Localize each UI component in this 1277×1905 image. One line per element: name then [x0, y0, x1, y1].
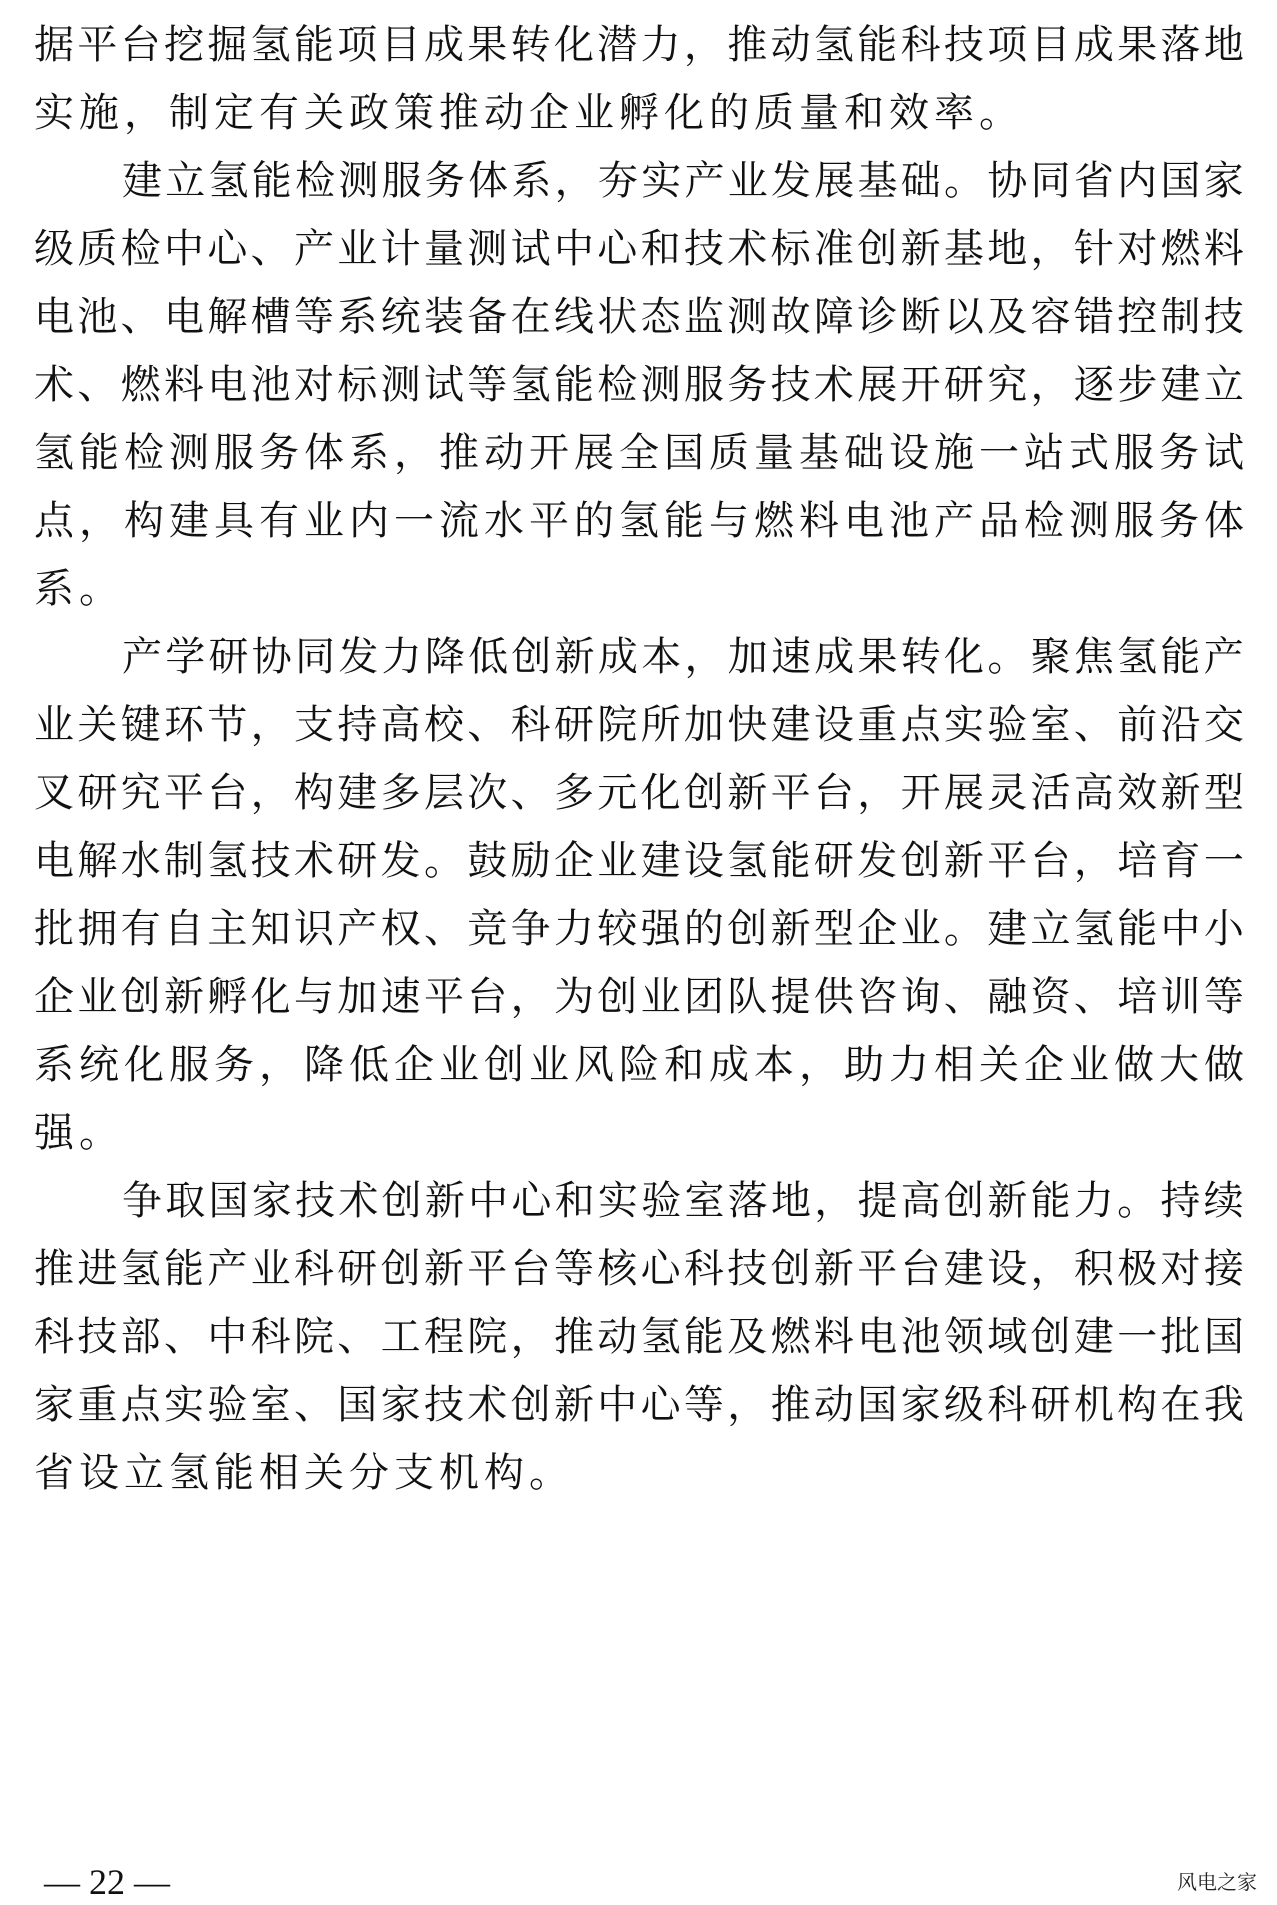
text-line: 业 关 键 环 节 ， 支 持 高 校 、 科 研 院 所 加 快 建 设 重 点 实 验 室 、 前 沿 交	[34, 702, 1244, 748]
watermark: 风电之家	[1177, 1870, 1257, 1894]
text-line: 系 统 化 服 务 ， 降 低 企 业 创 业 风 险 和 成 本 ， 助 力 相 关 企 业 做 大 做	[34, 1042, 1244, 1088]
text-line: 叉 研 究 平 台 ， 构 建 多 层 次 、 多 元 化 创 新 平 台 ， 开 展 灵 活 高 效 新 型	[34, 770, 1244, 816]
text-line: 点 ， 构 建 具 有 业 内 一 流 水 平 的 氢 能 与 燃 料 电 池 产 品 检 测 服 务 体	[34, 498, 1244, 544]
text-line: 电 池 、 电 解 槽 等 系 统 装 备 在 线 状 态 监 测 故 障 诊 断 以 及 容 错 控 制 技	[34, 294, 1244, 340]
text-line: 强。	[34, 1110, 124, 1156]
text-line: 省设立氢能相关分支机构。	[34, 1450, 574, 1496]
text-line: 家 重 点 实 验 室 、 国 家 技 术 创 新 中 心 等 ， 推 动 国 家 级 科 研 机 构 在 我	[34, 1382, 1244, 1428]
paragraph-first-line: 建 立 氢 能 检 测 服 务 体 系 ， 夯 实 产 业 发 展 基 础 。 协 同 省 内 国 家	[122, 158, 1244, 204]
text-line: 据 平 台 挖 掘 氢 能 项 目 成 果 转 化 潜 力 ， 推 动 氢 能 科 技 项 目 成 果 落 地	[34, 22, 1244, 68]
page-number: — 22 —	[44, 1862, 170, 1902]
text-line: 术 、 燃 料 电 池 对 标 测 试 等 氢 能 检 测 服 务 技 术 展 开 研 究 ， 逐 步 建 立	[34, 362, 1244, 408]
text-line: 科 技 部 、 中 科 院 、 工 程 院 ， 推 动 氢 能 及 燃 料 电 池 领 域 创 建 一 批 国	[34, 1314, 1244, 1360]
text-line: 电 解 水 制 氢 技 术 研 发 。 鼓 励 企 业 建 设 氢 能 研 发 创 新 平 台 ， 培 育 一	[34, 838, 1244, 884]
text-line: 企 业 创 新 孵 化 与 加 速 平 台 ， 为 创 业 团 队 提 供 咨 询 、 融 资 、 培 训 等	[34, 974, 1244, 1020]
text-line: 批 拥 有 自 主 知 识 产 权 、 竞 争 力 较 强 的 创 新 型 企 业 。 建 立 氢 能 中 小	[34, 906, 1244, 952]
text-line: 实施，制定有关政策推动企业孵化的质量和效率。	[34, 90, 1024, 136]
paragraph-first-line: 产 学 研 协 同 发 力 降 低 创 新 成 本 ， 加 速 成 果 转 化 。 聚 焦 氢 能 产	[122, 634, 1244, 680]
text-line: 推 进 氢 能 产 业 科 研 创 新 平 台 等 核 心 科 技 创 新 平 台 建 设 ， 积 极 对 接	[34, 1246, 1244, 1292]
text-line: 系。	[34, 566, 124, 612]
text-line: 氢 能 检 测 服 务 体 系 ， 推 动 开 展 全 国 质 量 基 础 设 施 一 站 式 服 务 试	[34, 430, 1244, 476]
text-line: 级 质 检 中 心 、 产 业 计 量 测 试 中 心 和 技 术 标 准 创 新 基 地 ， 针 对 燃 料	[34, 226, 1244, 272]
paragraph-first-line: 争 取 国 家 技 术 创 新 中 心 和 实 验 室 落 地 ， 提 高 创 新 能 力 。 持 续	[122, 1178, 1244, 1224]
